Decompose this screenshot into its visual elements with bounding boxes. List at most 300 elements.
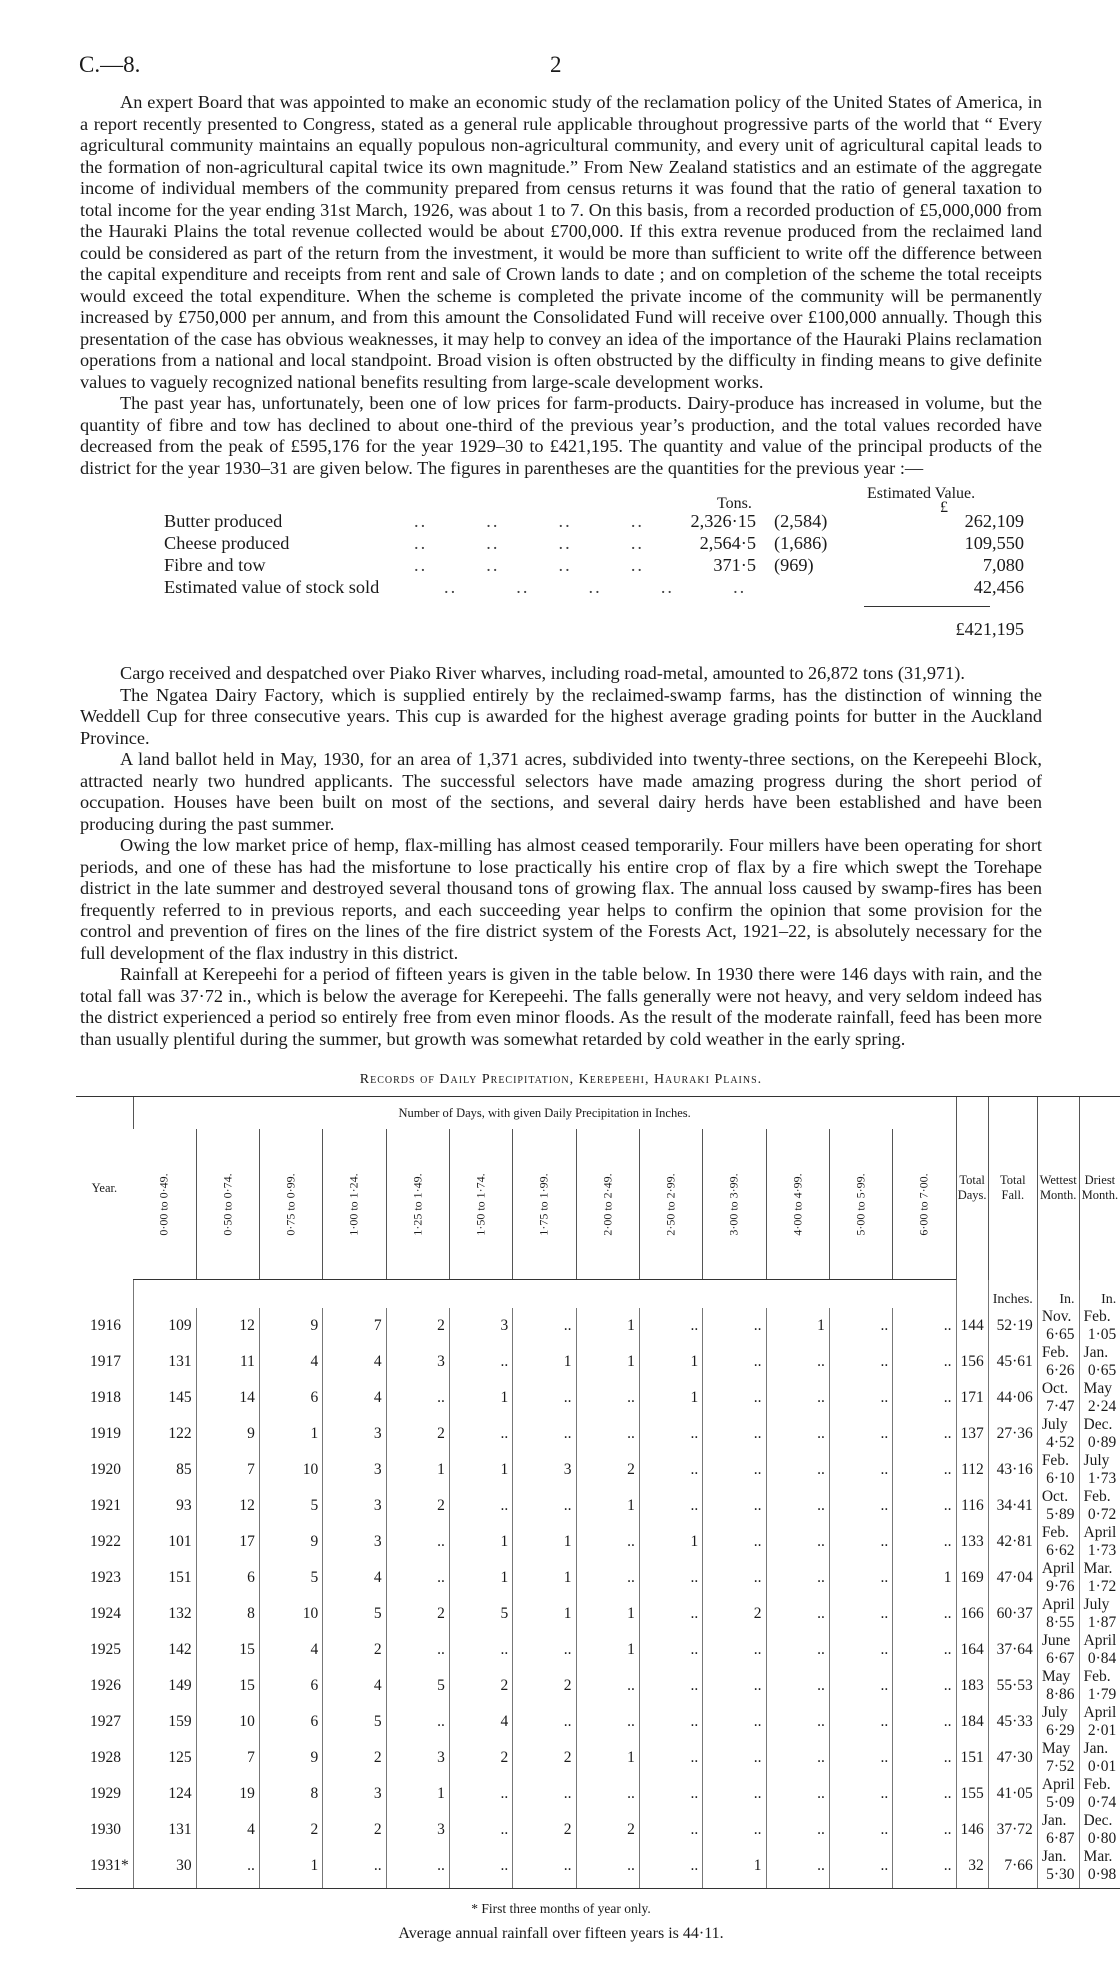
- paragraph: A land ballot held in May, 1930, for an area of 1,371 acres, subdivided into twenty-three sections, on the Kerepeehi Block, attracted nearly two hundred applicants. The successful selectors have made amazing progress during the short period of occupation. Houses have been built on most of the sections, and several dairy herds have been established and have been producing during the past summer.: [80, 749, 1042, 834]
- wettest-value: 7·52: [1046, 1758, 1075, 1775]
- range-header: [893, 1129, 956, 1280]
- wettest-value: 8·86: [1046, 1686, 1075, 1703]
- count-cell: 1: [576, 1632, 639, 1668]
- col-value-unit: £: [940, 499, 948, 516]
- wettest-month: Nov.: [1041, 1308, 1072, 1325]
- total-days-cell: 144: [956, 1308, 988, 1344]
- driest-value: 0·84: [1087, 1650, 1117, 1667]
- year-header: Year.: [76, 1097, 133, 1280]
- product-prev-tons: (1,686): [774, 533, 828, 553]
- range-label: 4·00 to 4·99.: [790, 1172, 805, 1236]
- wettest-value: 7·47: [1046, 1398, 1075, 1415]
- product-label: Cheese produced: [164, 533, 290, 553]
- count-cell: 125: [133, 1740, 196, 1776]
- wettest-cell: [1037, 1632, 1079, 1668]
- count-cell: ..: [513, 1308, 576, 1344]
- product-total: £421,195: [955, 619, 1024, 639]
- count-cell: 4: [323, 1560, 386, 1596]
- count-cell: ..: [829, 1524, 892, 1560]
- total-days-cell: 156: [956, 1344, 988, 1380]
- driest-value: 0·74: [1087, 1794, 1117, 1811]
- product-value: 262,109: [964, 511, 1024, 531]
- count-cell: 9: [259, 1740, 322, 1776]
- driest-cell: [1079, 1632, 1120, 1668]
- range-header: [196, 1129, 259, 1280]
- wettest-month: Feb.: [1041, 1524, 1069, 1541]
- col-tons-header: Tons.: [717, 495, 752, 512]
- count-cell: ..: [703, 1416, 766, 1452]
- count-cell: 1: [449, 1452, 512, 1488]
- wettest-month: April: [1041, 1596, 1075, 1613]
- range-label: 1·00 to 1·24.: [346, 1172, 361, 1236]
- count-cell: ..: [893, 1344, 956, 1380]
- wettest-value: 6·26: [1046, 1362, 1075, 1379]
- wettest-value: 4·52: [1046, 1434, 1075, 1451]
- count-cell: 2: [259, 1812, 322, 1848]
- count-cell: ..: [639, 1812, 702, 1848]
- count-cell: 2: [703, 1596, 766, 1632]
- count-cell: ..: [449, 1344, 512, 1380]
- count-cell: ..: [829, 1308, 892, 1344]
- count-cell: 5: [323, 1704, 386, 1740]
- count-cell: 3: [323, 1776, 386, 1812]
- wettest-value: 6·65: [1046, 1326, 1075, 1343]
- count-cell: 6: [259, 1380, 322, 1416]
- total-days-header: Total Days.: [956, 1097, 988, 1280]
- count-cell: ..: [829, 1632, 892, 1668]
- wettest-month-header: Wettest Month.: [1037, 1097, 1079, 1280]
- driest-value: 1·05: [1087, 1326, 1117, 1343]
- count-cell: ..: [639, 1668, 702, 1704]
- count-cell: 17: [196, 1524, 259, 1560]
- driest-cell: [1079, 1524, 1120, 1560]
- count-cell: 109: [133, 1308, 196, 1344]
- table-row: [76, 1776, 1120, 1812]
- total-rule: [864, 606, 990, 607]
- count-cell: ..: [893, 1812, 956, 1848]
- range-header: [766, 1129, 829, 1280]
- count-cell: 131: [133, 1812, 196, 1848]
- count-cell: ..: [513, 1776, 576, 1812]
- count-cell: ..: [386, 1704, 449, 1740]
- range-label: 0·50 to 0·74.: [220, 1172, 235, 1236]
- count-cell: 4: [323, 1380, 386, 1416]
- count-cell: ..: [639, 1776, 702, 1812]
- total-fall-cell: 52·19: [988, 1308, 1037, 1344]
- product-tons: 2,564·5: [699, 533, 756, 553]
- range-label: 2·00 to 2·49.: [600, 1172, 615, 1236]
- count-cell: ..: [893, 1488, 956, 1524]
- count-cell: 149: [133, 1668, 196, 1704]
- driest-month: Mar.: [1083, 1560, 1113, 1577]
- range-header: [513, 1129, 576, 1280]
- total-days-cell: 112: [956, 1452, 988, 1488]
- count-cell: ..: [893, 1668, 956, 1704]
- year-cell: 1930: [90, 1821, 121, 1838]
- total-fall-cell: 43·16: [988, 1452, 1037, 1488]
- count-cell: 2: [323, 1740, 386, 1776]
- count-cell: 3: [449, 1308, 512, 1344]
- count-cell: 5: [386, 1668, 449, 1704]
- count-cell: 14: [196, 1380, 259, 1416]
- wettest-month: Jan.: [1041, 1812, 1067, 1829]
- count-cell: 9: [259, 1524, 322, 1560]
- count-cell: ..: [893, 1380, 956, 1416]
- count-cell: 2: [449, 1668, 512, 1704]
- wettest-cell: [1037, 1848, 1079, 1889]
- count-cell: 1: [513, 1596, 576, 1632]
- wettest-cell: [1037, 1668, 1079, 1704]
- table-row: [76, 1812, 1120, 1848]
- total-days-cell: 183: [956, 1668, 988, 1704]
- product-row: Fibre and tow .. .. .. .. 371·5 (969) 7,080: [164, 555, 1024, 575]
- count-cell: ..: [639, 1308, 702, 1344]
- driest-month: July: [1083, 1452, 1110, 1469]
- count-cell: 5: [259, 1488, 322, 1524]
- count-cell: 5: [449, 1596, 512, 1632]
- driest-month: April: [1083, 1704, 1117, 1721]
- count-cell: ..: [703, 1776, 766, 1812]
- total-fall-cell: 44·06: [988, 1380, 1037, 1416]
- count-cell: 124: [133, 1776, 196, 1812]
- year-cell: 1917: [90, 1353, 121, 1370]
- count-cell: 19: [196, 1776, 259, 1812]
- count-cell: 1: [449, 1380, 512, 1416]
- count-cell: ..: [766, 1848, 829, 1889]
- wettest-month: July: [1041, 1704, 1068, 1721]
- driest-cell: [1079, 1740, 1120, 1776]
- count-cell: ..: [893, 1308, 956, 1344]
- total-fall-cell: 7·66: [988, 1848, 1037, 1889]
- count-cell: ..: [576, 1560, 639, 1596]
- table-row: [76, 1704, 1120, 1740]
- wettest-cell: [1037, 1776, 1079, 1812]
- driest-value: 1·73: [1087, 1542, 1117, 1559]
- count-cell: 6: [196, 1560, 259, 1596]
- count-cell: ..: [893, 1740, 956, 1776]
- count-cell: 15: [196, 1668, 259, 1704]
- wettest-cell: [1037, 1704, 1079, 1740]
- count-cell: ..: [893, 1596, 956, 1632]
- driest-value: 0·89: [1087, 1434, 1117, 1451]
- total-fall-cell: 45·33: [988, 1704, 1037, 1740]
- count-cell: 10: [196, 1704, 259, 1740]
- year-cell: 1927: [90, 1713, 121, 1730]
- product-label: Butter produced: [164, 511, 283, 531]
- driest-value: 1·87: [1087, 1614, 1117, 1631]
- count-cell: ..: [576, 1848, 639, 1889]
- driest-units: In.: [1079, 1280, 1120, 1309]
- table-row: [76, 1632, 1120, 1668]
- total-days-cell: 171: [956, 1380, 988, 1416]
- paragraph: Rainfall at Kerepeehi for a period of fifteen years is given in the table below. In 1930 there were 146 days with rain, and the total fall was 37·72 in., which is below the average for Kerepeehi. The falls generally were not heavy, and very seldom indeed has the district experienced a period so entirely free from even minor floods. As the result of the moderate rainfall, feed has been more than usually plentiful during the summer, but growth was somewhat retarded by cold weather in the early spring.: [80, 964, 1042, 1049]
- count-cell: ..: [829, 1488, 892, 1524]
- count-cell: ..: [513, 1704, 576, 1740]
- wettest-cell: [1037, 1596, 1079, 1632]
- count-cell: ..: [893, 1416, 956, 1452]
- count-cell: 2: [576, 1452, 639, 1488]
- table-row: [76, 1308, 1120, 1344]
- count-cell: ..: [766, 1596, 829, 1632]
- count-cell: 1: [449, 1524, 512, 1560]
- driest-value: 2·24: [1087, 1398, 1117, 1415]
- wettest-cell: [1037, 1812, 1079, 1848]
- count-cell: 10: [259, 1452, 322, 1488]
- range-header: [259, 1129, 322, 1280]
- paragraph: The past year has, unfortunately, been one of low prices for farm-products. Dairy-produce has increased in volume, but the quantity of fibre and tow has declined to about one-third of the previous year’s production, and the total values recorded have decreased from the peak of £595,176 for the year 1929–30 to £421,195. The quantity and value of the principal products of the district for the year 1930–31 are given below. The figures in parentheses are the quantities for the previous year :—: [80, 393, 1042, 478]
- total-fall-cell: 47·30: [988, 1740, 1037, 1776]
- count-cell: ..: [703, 1740, 766, 1776]
- count-cell: ..: [386, 1380, 449, 1416]
- count-cell: 2: [513, 1668, 576, 1704]
- total-days-cell: 166: [956, 1596, 988, 1632]
- range-label: 0·00 to 0·49.: [156, 1172, 171, 1236]
- driest-month: July: [1083, 1596, 1110, 1613]
- year-cell: 1923: [90, 1569, 121, 1586]
- count-cell: ..: [893, 1776, 956, 1812]
- total-fall-cell: 37·72: [988, 1812, 1037, 1848]
- count-cell: 159: [133, 1704, 196, 1740]
- wettest-month: June: [1041, 1632, 1071, 1649]
- wettest-month: July: [1041, 1416, 1068, 1433]
- fall-units: Inches.: [988, 1280, 1037, 1309]
- product-label: Fibre and tow: [164, 555, 266, 575]
- count-cell: 2: [386, 1488, 449, 1524]
- count-cell: 1: [513, 1344, 576, 1380]
- count-cell: ..: [639, 1416, 702, 1452]
- wettest-cell: [1037, 1344, 1079, 1380]
- driest-value: 0·98: [1087, 1866, 1117, 1883]
- driest-value: 1·72: [1087, 1578, 1117, 1595]
- wettest-cell: [1037, 1560, 1079, 1596]
- precipitation-group-header: Number of Days, with given Daily Precipitation in Inches.: [133, 1097, 956, 1130]
- total-days-cell: 137: [956, 1416, 988, 1452]
- driest-value: 0·01: [1087, 1758, 1117, 1775]
- count-cell: 3: [323, 1488, 386, 1524]
- total-fall-cell: 41·05: [988, 1776, 1037, 1812]
- table-row: [76, 1848, 1120, 1889]
- count-cell: ..: [703, 1560, 766, 1596]
- year-cell: 1928: [90, 1749, 121, 1766]
- driest-month: Dec.: [1083, 1812, 1113, 1829]
- wettest-value: 8·55: [1046, 1614, 1075, 1631]
- count-cell: 30: [133, 1848, 196, 1889]
- count-cell: 9: [196, 1416, 259, 1452]
- count-cell: 1: [259, 1416, 322, 1452]
- count-cell: ..: [829, 1560, 892, 1596]
- table-row: [76, 1488, 1120, 1524]
- count-cell: ..: [829, 1416, 892, 1452]
- driest-value: 0·72: [1087, 1506, 1117, 1523]
- total-fall-cell: 37·64: [988, 1632, 1037, 1668]
- products-table: [80, 485, 1042, 663]
- wettest-month: Feb.: [1041, 1344, 1069, 1361]
- count-cell: ..: [829, 1596, 892, 1632]
- year-cell: 1922: [90, 1533, 121, 1550]
- driest-cell: [1079, 1308, 1120, 1344]
- total-days-cell: 116: [956, 1488, 988, 1524]
- count-cell: ..: [639, 1452, 702, 1488]
- count-cell: ..: [829, 1812, 892, 1848]
- col-value-header: Estimated Value.: [867, 485, 976, 502]
- count-cell: ..: [513, 1848, 576, 1889]
- count-cell: ..: [449, 1812, 512, 1848]
- count-cell: ..: [829, 1344, 892, 1380]
- count-cell: 12: [196, 1488, 259, 1524]
- count-cell: 131: [133, 1344, 196, 1380]
- count-cell: 12: [196, 1308, 259, 1344]
- count-cell: ..: [703, 1704, 766, 1740]
- table-row: [76, 1560, 1120, 1596]
- product-row: Estimated value of stock sold .. .. .. .. .. 42,456: [164, 577, 1024, 597]
- total-fall-cell: 45·61: [988, 1344, 1037, 1380]
- count-cell: ..: [829, 1740, 892, 1776]
- driest-month: May: [1083, 1380, 1112, 1397]
- page-header: [80, 52, 1042, 92]
- count-cell: 2: [513, 1812, 576, 1848]
- range-label: 3·00 to 3·99.: [726, 1172, 741, 1236]
- total-fall-cell: 34·41: [988, 1488, 1037, 1524]
- count-cell: ..: [639, 1560, 702, 1596]
- count-cell: ..: [513, 1632, 576, 1668]
- product-value: 42,456: [973, 577, 1024, 597]
- count-cell: 1: [576, 1308, 639, 1344]
- count-cell: ..: [766, 1524, 829, 1560]
- table-row: [76, 1596, 1120, 1632]
- count-cell: 4: [323, 1344, 386, 1380]
- range-label: 5·00 to 5·99.: [853, 1172, 868, 1236]
- count-cell: ..: [639, 1704, 702, 1740]
- table-row: [76, 1668, 1120, 1704]
- count-cell: 1: [259, 1848, 322, 1889]
- count-cell: ..: [766, 1776, 829, 1812]
- wettest-cell: [1037, 1308, 1079, 1344]
- count-cell: 3: [386, 1812, 449, 1848]
- count-cell: ..: [703, 1668, 766, 1704]
- count-cell: ..: [766, 1740, 829, 1776]
- wettest-cell: [1037, 1740, 1079, 1776]
- total-fall-header: Total Fall.: [988, 1097, 1037, 1280]
- count-cell: 145: [133, 1380, 196, 1416]
- count-cell: ..: [703, 1344, 766, 1380]
- total-fall-cell: 27·36: [988, 1416, 1037, 1452]
- count-cell: ..: [766, 1344, 829, 1380]
- count-cell: ..: [639, 1740, 702, 1776]
- driest-value: 0·65: [1087, 1362, 1117, 1379]
- table-row: [76, 1416, 1120, 1452]
- count-cell: ..: [576, 1380, 639, 1416]
- count-cell: 1: [449, 1560, 512, 1596]
- count-cell: ..: [386, 1560, 449, 1596]
- rainfall-table: [76, 1096, 1120, 1889]
- range-header: [576, 1129, 639, 1280]
- driest-cell: [1079, 1668, 1120, 1704]
- table-row: [76, 1452, 1120, 1488]
- year-cell: 1919: [90, 1425, 121, 1442]
- count-cell: ..: [639, 1848, 702, 1889]
- product-total-row: [164, 619, 1024, 641]
- document-page: [79, 52, 1119, 1943]
- product-value: 109,550: [964, 533, 1024, 553]
- count-cell: 1: [576, 1488, 639, 1524]
- count-cell: 3: [323, 1524, 386, 1560]
- total-days-cell: 146: [956, 1812, 988, 1848]
- driest-value: 1·73: [1087, 1470, 1117, 1487]
- driest-month: Feb.: [1083, 1308, 1111, 1325]
- count-cell: ..: [703, 1812, 766, 1848]
- range-label: 6·00 to 7·00.: [916, 1172, 931, 1236]
- year-cell: 1929: [90, 1785, 121, 1802]
- table-footnote: * First three months of year only.: [471, 1901, 651, 1916]
- range-label: 1·50 to 1·74.: [473, 1172, 488, 1236]
- driest-month: April: [1083, 1524, 1117, 1541]
- count-cell: 1: [639, 1344, 702, 1380]
- count-cell: 3: [513, 1452, 576, 1488]
- count-cell: ..: [576, 1524, 639, 1560]
- count-cell: ..: [449, 1488, 512, 1524]
- count-cell: ..: [766, 1488, 829, 1524]
- paragraph: An expert Board that was appointed to make an economic study of the reclamation policy of the United States of America, in a report recently presented to Congress, stated as a general rule applicable throughout progressive parts of the world that “ Every agricultural community maintains an equally populous non-agricultural community, and every unit of agricultural capital leads to the formation of non-agricultural capital twice its own magnitude.” From New Zealand statistics and an estimate of the aggregate income of individual members of the community prepared from census returns it was found that the ratio of general taxation to total income for the year ending 31st March, 1926, was about 1 to 7. On this basis, from a recorded production of £5,000,000 from the Hauraki Plains the total revenue collected would be about £700,000. If this extra revenue produced from the reclaimed land could be considered as part of the return from the investment, it would be more than sufficient to write off the difference between the capital expenditure and receipts from rent and sale of Crown lands to date ; and on completion of the scheme the total receipts would exceed the total expenditure. When the scheme is completed the private income of the community will be permanently increased by £750,000 per annum, and from this amount the Consolidated Fund will receive over £100,000 annually. Though this presentation of the case has obvious weaknesses, it may help to convey an idea of the importance of the Hauraki Plains reclamation operations from a national and local standpoint. Broad vision is often obstructed by the difficulty in finding means to give definite values to vaguely recognized national benefits resulting from large-scale development works.: [80, 92, 1042, 392]
- count-cell: ..: [766, 1704, 829, 1740]
- wettest-value: 6·87: [1046, 1830, 1075, 1847]
- wettest-month: Feb.: [1041, 1452, 1069, 1469]
- wettest-value: 6·67: [1046, 1650, 1075, 1667]
- paragraph: Owing the low market price of hemp, flax-milling has almost ceased temporarily. Four millers have been operating for short periods, and one of these has had the misfortune to lose practically his entire crop of flax by a fire which swept the Torehape district in the late summer and destroyed several thousand tons of growing flax. The annual loss caused by swamp-fires has been frequently referred to in previous reports, and each succeeding year helps to confirm the opinion that some provision for the control and prevention of fires on the lines of the fire district system of the Forests Act, 1921–22, is absolutely necessary for the full development of the flax industry in this district.: [80, 835, 1042, 963]
- total-days-cell: 32: [956, 1848, 988, 1889]
- total-fall-cell: 55·53: [988, 1668, 1037, 1704]
- product-prev-tons: (2,584): [774, 511, 828, 531]
- product-row: Cheese produced .. .. .. .. 2,564·5 (1,686) 109,550: [164, 533, 1024, 553]
- driest-cell: [1079, 1812, 1120, 1848]
- product-tons: 2,326·15: [690, 511, 756, 531]
- count-cell: 2: [576, 1812, 639, 1848]
- count-cell: 2: [386, 1416, 449, 1452]
- count-cell: ..: [893, 1452, 956, 1488]
- count-cell: 4: [259, 1632, 322, 1668]
- count-cell: 10: [259, 1596, 322, 1632]
- driest-month: Jan.: [1083, 1344, 1109, 1361]
- count-cell: ..: [766, 1380, 829, 1416]
- count-cell: 2: [386, 1308, 449, 1344]
- count-cell: ..: [513, 1488, 576, 1524]
- count-cell: 3: [386, 1344, 449, 1380]
- driest-month: Mar.: [1083, 1848, 1113, 1865]
- count-cell: ..: [703, 1452, 766, 1488]
- wettest-units: In.: [1037, 1280, 1079, 1309]
- body-section-1: [80, 92, 1042, 479]
- wettest-value: 5·89: [1046, 1506, 1075, 1523]
- range-header: [449, 1129, 512, 1280]
- count-cell: 2: [386, 1596, 449, 1632]
- wettest-month: Jan.: [1041, 1848, 1067, 1865]
- driest-month: Jan.: [1083, 1740, 1109, 1757]
- driest-cell: [1079, 1704, 1120, 1740]
- count-cell: ..: [829, 1848, 892, 1889]
- driest-value: 0·80: [1087, 1830, 1117, 1847]
- count-cell: 15: [196, 1632, 259, 1668]
- count-cell: ..: [829, 1380, 892, 1416]
- table-caption: Records of Daily Precipitation, Kerepeehi, Hauraki Plains.: [359, 1072, 763, 1087]
- count-cell: ..: [893, 1524, 956, 1560]
- wettest-month: Oct.: [1041, 1380, 1069, 1397]
- wettest-cell: [1037, 1380, 1079, 1416]
- driest-month: Feb.: [1083, 1488, 1111, 1505]
- count-cell: 1: [893, 1560, 956, 1596]
- total-days-cell: 184: [956, 1704, 988, 1740]
- year-cell: 1931*: [76, 1848, 133, 1889]
- count-cell: ..: [576, 1416, 639, 1452]
- count-cell: ..: [829, 1452, 892, 1488]
